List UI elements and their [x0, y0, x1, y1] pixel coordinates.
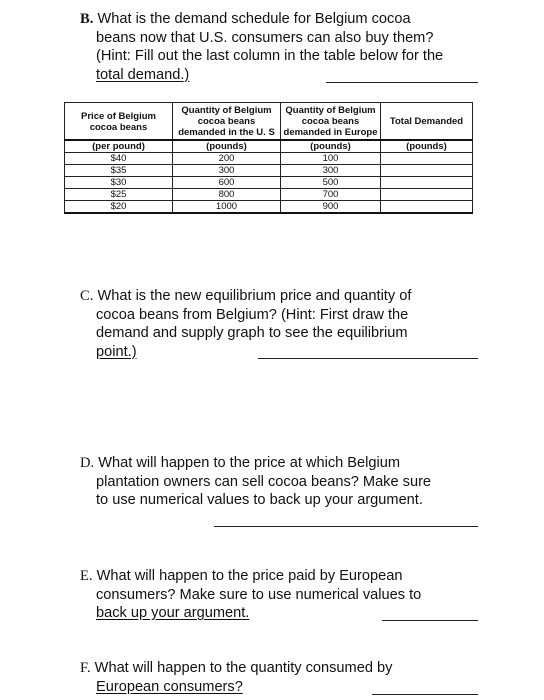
question-d-line-2: plantation owners can sell cocoa beans? Make sure	[96, 473, 432, 490]
question-f-line-2: European consumers?	[96, 678, 243, 695]
cell-qty-europe: 900	[281, 201, 381, 214]
header-price: Price of Belgium cocoa beans	[65, 103, 173, 141]
cell-qty-us: 800	[173, 189, 281, 201]
header-qty-us: Quantity of Belgium cocoa beans demanded in the U. S	[173, 103, 281, 141]
cell-price: $20	[65, 201, 173, 214]
cell-total[interactable]	[381, 201, 473, 214]
question-c-letter: C.	[80, 288, 94, 304]
table-row	[65, 165, 473, 177]
table-row	[65, 189, 473, 201]
table-row	[65, 177, 473, 189]
table-units-row	[65, 140, 473, 153]
answer-line-d[interactable]	[214, 526, 478, 527]
answer-line-f[interactable]	[372, 694, 478, 695]
unit-qty-europe: (pounds)	[281, 140, 381, 153]
cell-price: $25	[65, 189, 173, 201]
question-f-line-1: F. What will happen to the quantity consumed by	[80, 660, 393, 676]
cell-price: $35	[65, 165, 173, 177]
question-b-line-2: beans now that U.S. consumers can also buy them?	[96, 29, 434, 46]
question-b-line-3: (Hint: Fill out the last column in the table below for the	[96, 48, 444, 64]
question-e	[80, 567, 421, 623]
answer-line-c[interactable]	[258, 358, 478, 359]
unit-price: (per pound)	[65, 140, 173, 153]
header-qty-europe: Quantity of Belgium cocoa beans demanded in Europe	[281, 103, 381, 141]
question-c-line-1: C. What is the new equilibrium price and quantity of	[80, 288, 412, 304]
table-row	[65, 153, 473, 165]
table-row	[65, 201, 473, 214]
answer-line-b[interactable]	[326, 82, 478, 83]
cell-total[interactable]	[381, 177, 473, 189]
cell-price: $30	[65, 177, 173, 189]
cell-qty-europe: 100	[281, 153, 381, 165]
cell-qty-us: 1000	[173, 201, 281, 214]
question-c-line-3: demand and supply graph to see the equilibrium	[96, 325, 408, 341]
question-f	[80, 659, 392, 696]
question-e-line-3: back up your argument.	[96, 605, 250, 621]
unit-total: (pounds)	[381, 140, 473, 153]
question-d-line-3: to use numerical values to back up your argument.	[96, 492, 423, 508]
question-c-line-2: cocoa beans from Belgium? (Hint: First draw the	[96, 306, 409, 323]
question-b	[80, 10, 443, 84]
cell-qty-us: 300	[173, 165, 281, 177]
question-c-line-4: point.)	[96, 343, 137, 360]
cell-qty-europe: 300	[281, 165, 381, 177]
question-e-letter: E.	[80, 568, 93, 584]
demand-schedule-table	[64, 102, 473, 214]
cell-qty-europe: 500	[281, 177, 381, 189]
cell-qty-us: 200	[173, 153, 281, 165]
question-e-line-1: E. What will happen to the price paid by European	[80, 568, 403, 584]
question-d	[80, 454, 431, 510]
cell-price: $40	[65, 153, 173, 165]
question-b-line-1: B. What is the demand schedule for Belgium cocoa	[80, 11, 411, 27]
header-total: Total Demanded	[381, 103, 473, 141]
question-c	[80, 287, 411, 361]
cell-qty-us: 600	[173, 177, 281, 189]
cell-total[interactable]	[381, 189, 473, 201]
question-f-letter: F.	[80, 660, 91, 676]
cell-total[interactable]	[381, 165, 473, 177]
cell-total[interactable]	[381, 153, 473, 165]
answer-line-e[interactable]	[382, 620, 478, 621]
unit-qty-us: (pounds)	[173, 140, 281, 153]
table-header-row	[65, 103, 473, 141]
cell-qty-europe: 700	[281, 189, 381, 201]
question-b-line-4: total demand.)	[96, 66, 190, 83]
question-d-line-1: D. What will happen to the price at which Belgium	[80, 455, 401, 471]
question-d-letter: D.	[80, 455, 95, 471]
question-e-line-2: consumers? Make sure to use numerical values to	[96, 586, 422, 603]
question-b-letter: B.	[80, 11, 94, 27]
